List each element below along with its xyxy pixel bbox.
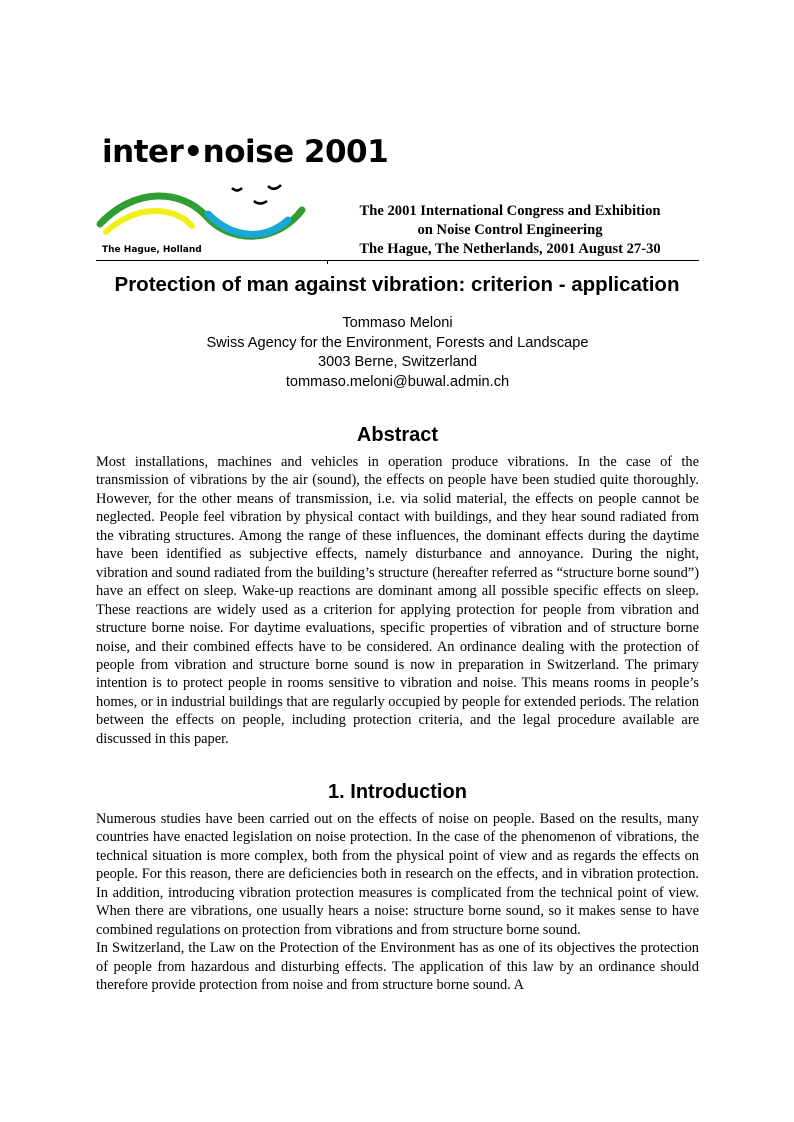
- conference-line-1: The 2001 International Congress and Exhibition: [359, 203, 661, 219]
- logo-wave-yellow: [106, 211, 192, 232]
- logo-wordmark: inter•noise 2001: [102, 134, 389, 170]
- introduction-body: [96, 810, 699, 995]
- logo-place: The Hague, Holland: [102, 245, 202, 255]
- logo-smile-center: [254, 201, 267, 204]
- author-name: Tommaso Meloni: [342, 315, 453, 331]
- header-rule: [96, 260, 699, 261]
- abstract-heading: Abstract: [356, 424, 439, 446]
- introduction-paragraph-2: In Switzerland, the Law on the Protection of the Environment has as one of its objectives the protection of people from hazardous and disturbing effects. The application of this law by an ordinance should therefore provide protection from noise and from structure borne sound. A: [96, 940, 699, 994]
- conference-line-3: The Hague, The Netherlands, 2001 August 27-30: [359, 241, 661, 257]
- abstract-body: [96, 453, 699, 748]
- conference-logo: [96, 132, 389, 264]
- conference-info: [330, 202, 690, 259]
- author-block: [96, 314, 699, 392]
- logo-waves-graphic: [96, 180, 324, 244]
- introduction-paragraph-1: Numerous studies have been carried out on the effects of noise on people. Based on the results, many countries have enacted legislation on noise protection. In the case of the phenomenon of vibrations, the technical situation is more complex, both from the physical point of view and as regards the effects on people. For this reason, there are deficiencies both in research on the effects, and in vibration protection. In addition, introducing vibration protection measures is complicated from the technical point of view. When there are vibrations, one usually hears a noise: structure borne sound, so it makes sense to have combined regulations on protection from vibrations and from structure borne sound.: [96, 811, 699, 938]
- author-email: tommaso.meloni@buwal.admin.ch: [285, 373, 510, 390]
- author-address: 3003 Berne, Switzerland: [317, 354, 477, 370]
- logo-smile-right: [268, 185, 281, 189]
- introduction-heading: 1. Introduction: [328, 781, 467, 803]
- abstract-paragraph: Most installations, machines and vehicles in operation produce vibrations. In the case of the transmission of vibrations by the air (sound), the effects on people have been studied quite thoroughly. However, for the other means of transmission, i.e. via solid material, the effects on people cannot be neglected. People feel vibration by physical contact with buildings, and they hear sound radiated from the vibrating structures. Among the range of these influences, the dominant effects during the daytime have been identified as subjective effects, namely disturbance and annoyance. During the night, vibration and sound radiated from the building’s structure (hereafter referred as “structure borne sound”) have an effect on sleep. Wake-up reactions are dominant among all possible specific effects on sleep. These reactions are widely used as a criterion for applying protection for people from vibration and structure borne noise. For daytime evaluations, specific properties of vibration and of structure borne noise, and their combined effects have to be considered. An ordinance dealing with the protection of people from vibration and structure borne sound is now in preparation in Switzerland. The primary intention is to protect people in rooms sensitive to vibration and noise. This means rooms in people’s homes, or in industrial buildings that are regularly occupied by people for extended periods. The relation between the effects on people, including protection criteria, and the legal procedure available are discussed in this paper.: [96, 454, 699, 747]
- header-rule-tick: [327, 260, 328, 264]
- logo-smile-left: [232, 188, 242, 191]
- conference-line-2: on Noise Control Engineering: [417, 222, 603, 238]
- author-affiliation: Swiss Agency for the Environment, Forests and Landscape: [206, 334, 589, 351]
- paper-title: Protection of man against vibration: criterion - application: [114, 273, 680, 296]
